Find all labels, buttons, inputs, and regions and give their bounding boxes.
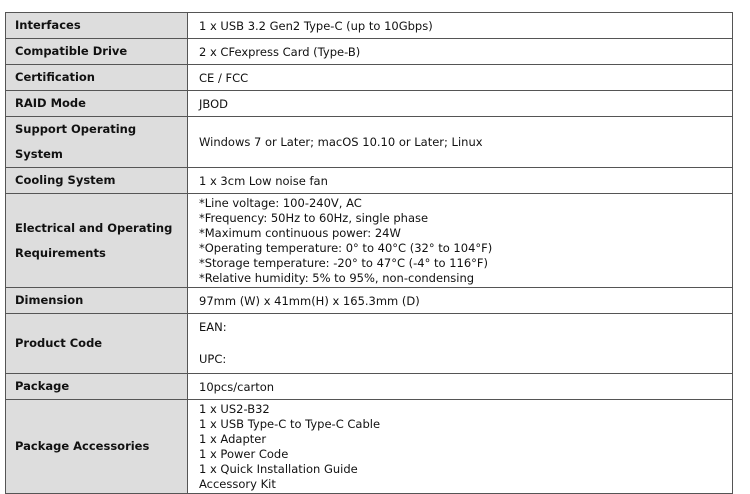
spec-value: 10pcs/carton <box>188 374 733 400</box>
spec-label: RAID Mode <box>6 91 188 117</box>
specifications-table <box>5 12 733 494</box>
spec-label: Support Operating System <box>6 117 188 168</box>
spec-value-line: EAN: <box>199 320 227 334</box>
spec-row-dimension <box>6 288 733 314</box>
spec-label: Certification <box>6 65 188 91</box>
spec-value: 2 x CFexpress Card (Type-B) <box>188 39 733 65</box>
spec-label: Cooling System <box>6 168 188 194</box>
spec-value: 1 x USB 3.2 Gen2 Type-C (up to 10Gbps) <box>188 13 733 39</box>
spec-row-cooling-system <box>6 168 733 194</box>
spec-value-line: *Operating temperature: 0° to 40°C (32° to 104°F) <box>199 241 493 255</box>
spec-value-line: *Maximum continuous power: 24W <box>199 226 401 240</box>
spec-value: 1 x 3cm Low noise fan <box>188 168 733 194</box>
spec-label: Package <box>6 374 188 400</box>
spec-label: Dimension <box>6 288 188 314</box>
spec-row-raid-mode <box>6 91 733 117</box>
spec-value-line: 1 x USB Type-C to Type-C Cable <box>199 417 381 431</box>
spec-value-line: *Storage temperature: -20° to 47°C (-4° to 116°F) <box>199 256 489 270</box>
spec-label: Interfaces <box>6 13 188 39</box>
spec-value <box>188 400 733 494</box>
spec-value: JBOD <box>188 91 733 117</box>
spec-row-electrical-requirements <box>6 194 733 288</box>
spec-value-line: 1 x Adapter <box>199 432 267 446</box>
spec-row-package <box>6 374 733 400</box>
spec-value: 97mm (W) x 41mm(H) x 165.3mm (D) <box>188 288 733 314</box>
spec-label: Compatible Drive <box>6 39 188 65</box>
spec-value <box>188 194 733 288</box>
spec-value-line: *Frequency: 50Hz to 60Hz, single phase <box>199 211 429 225</box>
spec-label-line: Requirements <box>15 245 106 260</box>
spec-label: Product Code <box>6 314 188 374</box>
spec-value-line: *Line voltage: 100-240V, AC <box>199 196 362 210</box>
spec-value-line: Accessory Kit <box>199 477 276 491</box>
spec-label: Package Accessories <box>6 400 188 494</box>
spec-value-line: 1 x Power Code <box>199 447 289 461</box>
spec-row-operating-system <box>6 117 733 168</box>
spec-row-certification <box>6 65 733 91</box>
spec-value-line: UPC: <box>199 352 227 366</box>
spec-value <box>188 314 733 374</box>
spec-row-package-accessories <box>6 400 733 494</box>
spec-value-line: 1 x US2-B32 <box>199 402 270 416</box>
spec-value: CE / FCC <box>188 65 733 91</box>
spec-value: Windows 7 or Later; macOS 10.10 or Later; Linux <box>188 117 733 168</box>
spec-label <box>6 194 188 288</box>
spec-row-product-code <box>6 314 733 374</box>
spec-value-line: 1 x Quick Installation Guide <box>199 462 358 476</box>
spec-label-line: Electrical and Operating <box>15 220 173 235</box>
spec-row-interfaces <box>6 13 733 39</box>
spec-value-line: *Relative humidity: 5% to 95%, non-condensing <box>199 271 475 285</box>
spec-row-compatible-drive <box>6 39 733 65</box>
